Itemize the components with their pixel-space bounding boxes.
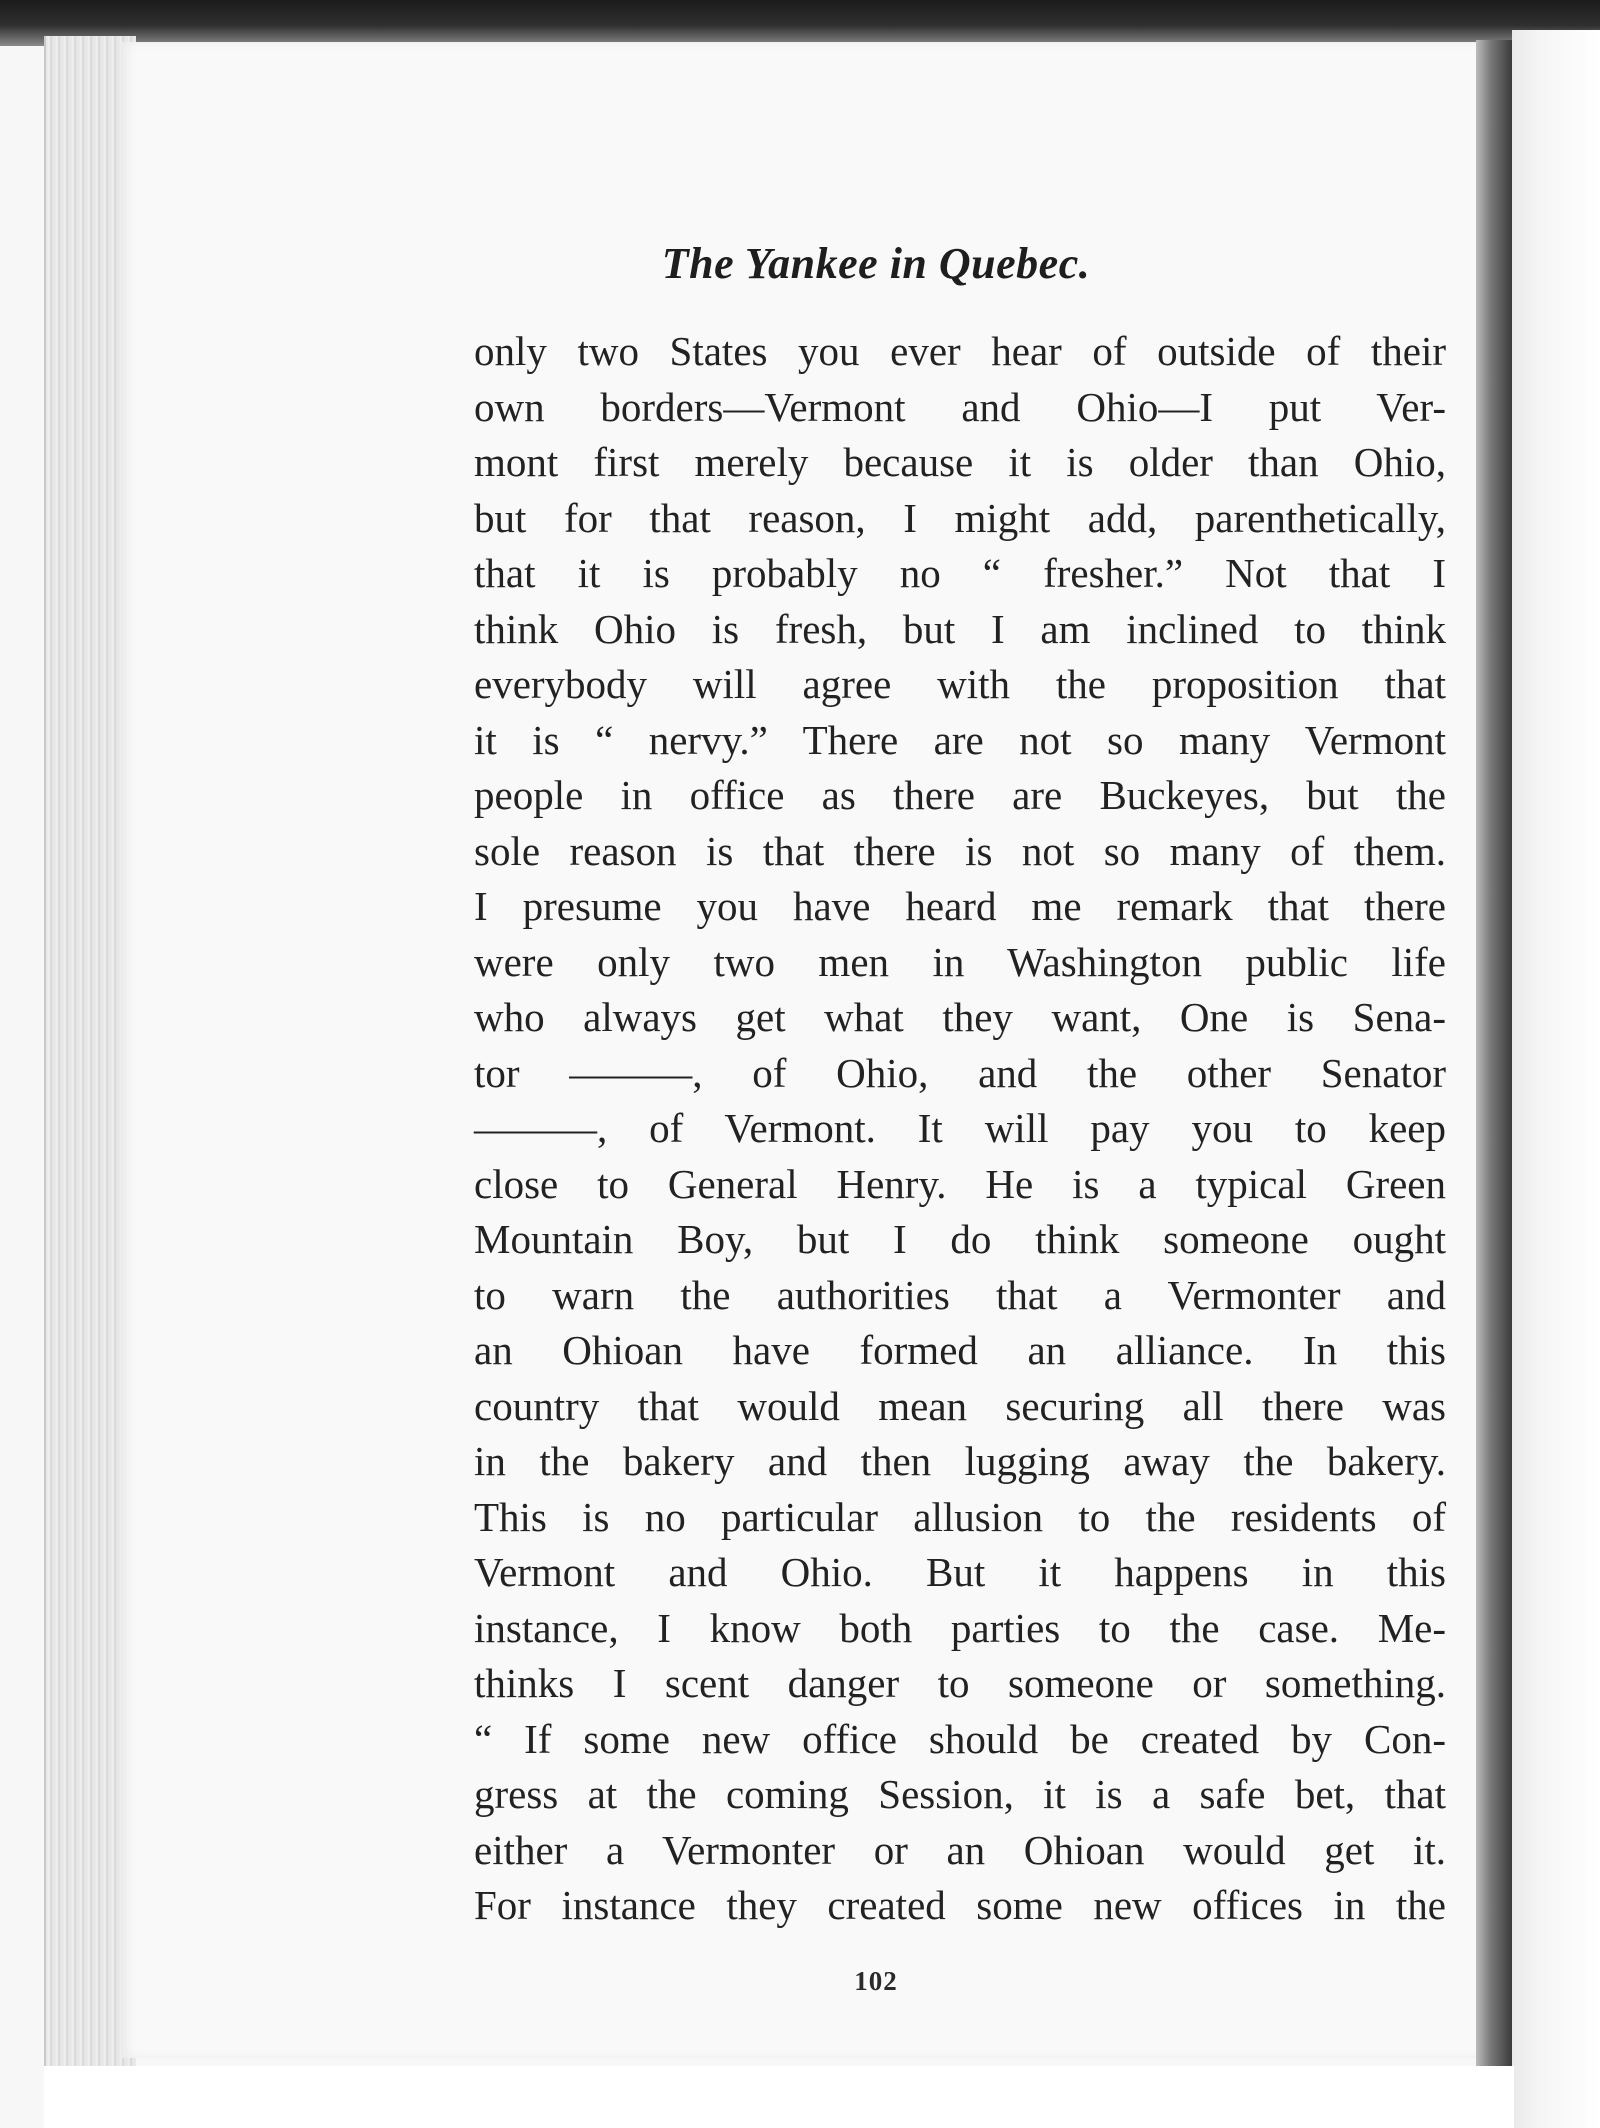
book-spine-edge xyxy=(1476,40,1512,2090)
page-number-text: 102 xyxy=(854,1966,898,1996)
text-line: own borders—Vermont and Ohio—I put Ver- xyxy=(474,383,1446,430)
text-line: were only two men in Washington public life xyxy=(474,938,1446,985)
scan-bottom-edge xyxy=(44,2066,1514,2128)
text-line: instance, I know both parties to the case. Me- xyxy=(474,1604,1446,1651)
text-line: mont first merely because it is older than Ohio, xyxy=(474,439,1446,485)
scan-top-edge xyxy=(0,0,1600,46)
text-line: it is “ nervy.” There are not so many Vermont xyxy=(474,716,1446,763)
body-text xyxy=(474,324,1446,1934)
text-line: everybody will agree with the proposition that xyxy=(474,661,1446,707)
text-line: who always get what they want, One is Sena- xyxy=(474,994,1446,1040)
text-line: close to General Henry. He is a typical Green xyxy=(474,1160,1446,1207)
text-line: sole reason is that there is not so many of them. xyxy=(474,827,1446,874)
text-line: to warn the authorities that a Vermonter and xyxy=(474,1271,1446,1318)
text-line: tor ———, of Ohio, and the other Senator xyxy=(474,1049,1446,1096)
text-line: an Ohioan have formed an alliance. In this xyxy=(474,1327,1446,1373)
text-line: in the bakery and then lugging away the bakery. xyxy=(474,1438,1446,1484)
text-line: either a Vermonter or an Ohioan would get it. xyxy=(474,1826,1446,1873)
text-line: that it is probably no “ fresher.” Not that I xyxy=(474,550,1446,596)
text-line: but for that reason, I might add, parenthetically, xyxy=(474,494,1446,541)
text-line: people in office as there are Buckeyes, but the xyxy=(474,772,1446,818)
book-page xyxy=(122,42,1510,2058)
text-line: This is no particular allusion to the residents of xyxy=(474,1493,1446,1540)
text-line: Mountain Boy, but I do think someone ought xyxy=(474,1216,1446,1262)
running-head xyxy=(122,238,1510,289)
page-number xyxy=(122,1966,1510,1997)
scan-right-margin xyxy=(1512,30,1600,2128)
text-line: thinks I scent danger to someone or something. xyxy=(474,1660,1446,1706)
text-line: “ If some new office should be created by Con- xyxy=(474,1715,1446,1762)
text-line: country that would mean securing all there was xyxy=(474,1382,1446,1429)
text-line: ———, of Vermont. It will pay you to keep xyxy=(474,1105,1446,1151)
running-head-text: The Yankee in Quebec. xyxy=(661,239,1091,288)
text-line: I presume you have heard me remark that there xyxy=(474,883,1446,929)
text-line: gress at the coming Session, it is a safe bet, that xyxy=(474,1771,1446,1817)
text-line: For instance they created some new offices in the xyxy=(474,1882,1446,1928)
text-line: Vermont and Ohio. But it happens in this xyxy=(474,1549,1446,1595)
text-line: think Ohio is fresh, but I am inclined to think xyxy=(474,605,1446,652)
text-line: only two States you ever hear of outside of their xyxy=(474,328,1446,374)
